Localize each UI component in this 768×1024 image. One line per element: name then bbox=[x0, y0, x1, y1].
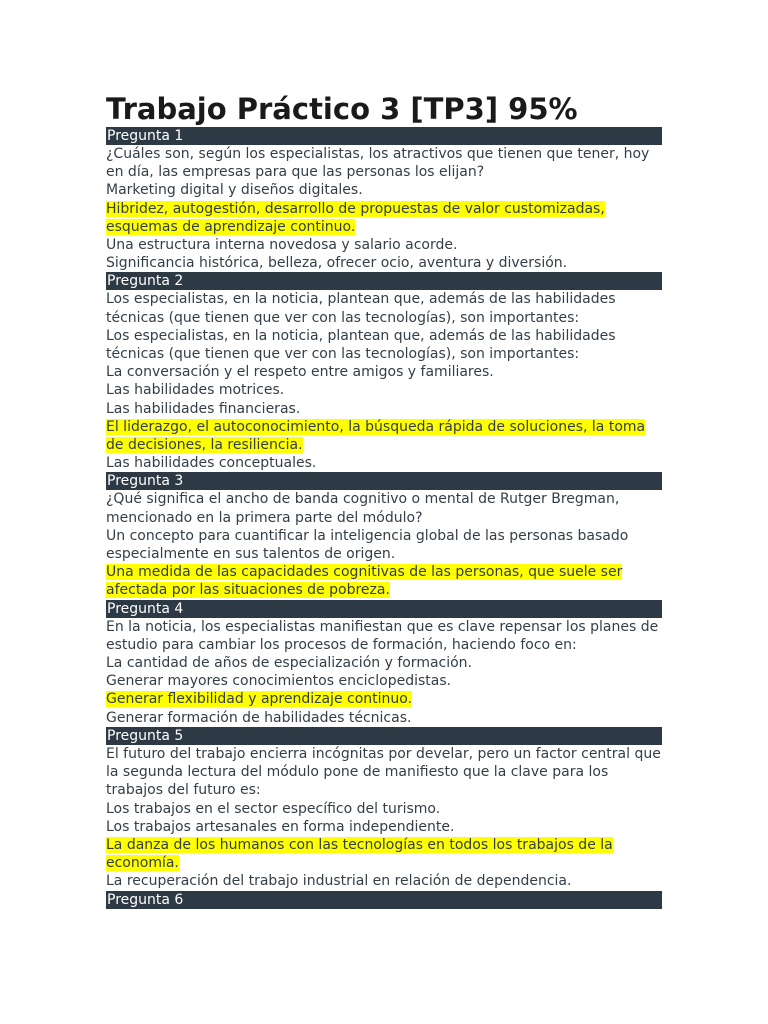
line-text: Generar mayores conocimientos enciclopedistas. bbox=[106, 673, 452, 690]
line-text: Un concepto para cuantificar la inteligencia global de las personas basado especialmente en sus talentos de origen. bbox=[106, 527, 629, 563]
line-text: ¿Cuáles son, según los especialistas, los atractivos que tienen que tener, hoy en día, las empresas para que las personas los elijan? bbox=[106, 146, 650, 181]
text-line bbox=[106, 454, 662, 472]
text-line bbox=[106, 818, 662, 836]
highlighted-answer bbox=[106, 563, 662, 599]
line-text: El futuro del trabajo encierra incógnitas por develar, pero un factor central que la segunda lectura del módulo pone de manifiesto que la clave para los trabajos del futuro es: bbox=[106, 745, 661, 799]
text-line bbox=[106, 672, 662, 690]
question-block bbox=[106, 472, 662, 599]
line-text: Las habilidades financieras. bbox=[106, 400, 301, 417]
line-text: Las habilidades motrices. bbox=[106, 382, 285, 399]
text-line bbox=[106, 363, 662, 381]
text-line bbox=[106, 527, 662, 563]
line-text: Los especialistas, en la noticia, plantean que, además de las habilidades técnicas (que tienen que ver con las tecnologías), son importantes: bbox=[106, 327, 616, 363]
line-text: La recuperación del trabajo industrial en relación de dependencia. bbox=[106, 873, 572, 890]
text-line bbox=[106, 181, 662, 199]
line-text: La cantidad de años de especialización y formación. bbox=[106, 655, 473, 672]
line-text: La conversación y el respeto entre amigos y familiares. bbox=[106, 364, 494, 381]
text-line bbox=[106, 745, 662, 800]
text-line bbox=[106, 654, 662, 672]
question-block bbox=[106, 272, 662, 472]
question-block bbox=[106, 727, 662, 891]
text-line bbox=[106, 236, 662, 254]
question-header: Pregunta 1 bbox=[106, 127, 662, 145]
line-text: Una estructura interna novedosa y salario acorde. bbox=[106, 237, 458, 254]
text-line bbox=[106, 145, 662, 181]
highlighted-answer bbox=[106, 200, 662, 236]
line-text: Hibridez, autogestión, desarrollo de propuestas de valor customizadas, esquemas de aprendizaje continuo. bbox=[106, 200, 605, 235]
page-title: Trabajo Práctico 3 [TP3] 95% bbox=[106, 92, 578, 126]
question-header: Pregunta 4 bbox=[106, 600, 662, 618]
line-text: Los trabajos artesanales en forma independiente. bbox=[106, 818, 455, 835]
line-text: Generar flexibilidad y aprendizaje continuo. bbox=[106, 691, 413, 708]
highlighted-answer bbox=[106, 690, 662, 708]
document-page bbox=[106, 91, 662, 909]
question-header: Pregunta 6 bbox=[106, 891, 662, 909]
text-line bbox=[106, 381, 662, 399]
text-line bbox=[106, 290, 662, 326]
text-line bbox=[106, 618, 662, 654]
question-block bbox=[106, 600, 662, 727]
text-line bbox=[106, 327, 662, 363]
text-line bbox=[106, 872, 662, 890]
line-text: Marketing digital y diseños digitales. bbox=[106, 182, 363, 199]
line-text: Las habilidades conceptuales. bbox=[106, 455, 317, 472]
line-text: Una medida de las capacidades cognitivas de las personas, que suele ser afectada por las situaciones de pobreza. bbox=[106, 564, 623, 599]
line-text: Los especialistas, en la noticia, plantean que, además de las habilidades técnicas (que tienen que ver con las tecnologías), son importantes: bbox=[106, 291, 616, 326]
line-text: El liderazgo, el autoconocimiento, la búsqueda rápida de soluciones, la toma de decisiones, la resiliencia. bbox=[106, 418, 646, 454]
line-text: Generar formación de habilidades técnicas. bbox=[106, 709, 412, 726]
line-text: Los trabajos en el sector específico del turismo. bbox=[106, 800, 441, 817]
line-text: Significancia histórica, belleza, ofrecer ocio, aventura y diversión. bbox=[106, 255, 568, 272]
question-block bbox=[106, 891, 662, 909]
text-line bbox=[106, 254, 662, 272]
line-text: ¿Qué significa el ancho de banda cognitivo o mental de Rutger Bregman, mencionado en la primera parte del módulo? bbox=[106, 491, 620, 526]
line-text: La danza de los humanos con las tecnologías en todos los trabajos de la economía. bbox=[106, 836, 613, 872]
highlighted-answer bbox=[106, 418, 662, 454]
question-header: Pregunta 2 bbox=[106, 272, 662, 290]
highlighted-answer bbox=[106, 836, 662, 872]
line-text: En la noticia, los especialistas manifiestan que es clave repensar los planes de estudio para cambiar los procesos de formación, haciendo foco en: bbox=[106, 618, 659, 653]
question-block bbox=[106, 127, 662, 272]
question-header: Pregunta 5 bbox=[106, 727, 662, 745]
text-line bbox=[106, 400, 662, 418]
text-line bbox=[106, 800, 662, 818]
questions-list bbox=[106, 127, 662, 909]
text-line bbox=[106, 709, 662, 727]
question-header: Pregunta 3 bbox=[106, 472, 662, 490]
text-line bbox=[106, 490, 662, 526]
